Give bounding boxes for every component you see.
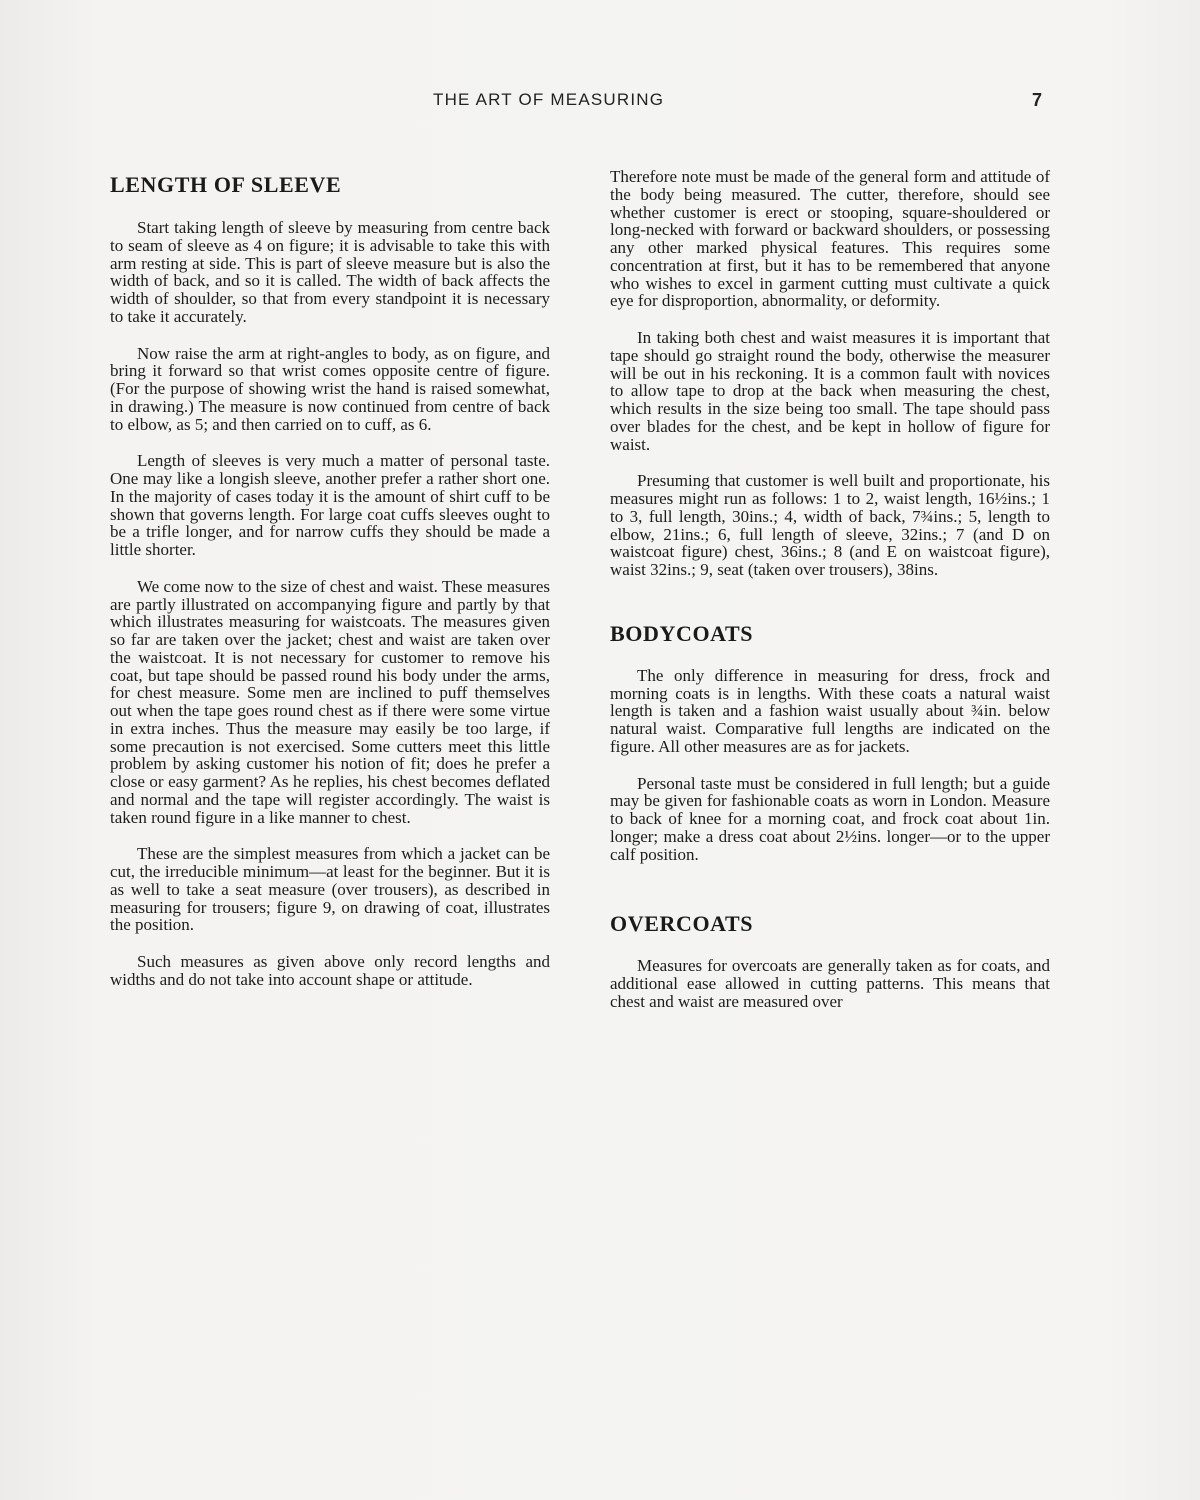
paragraph: The only difference in measuring for dress, frock and morning coats is in lengths. With these coats a natural waist length is taken and a fashion waist usually about ¾in. below natural waist. Comparative full lengths are indicated on the figure. All other measures are as for jackets.	[610, 665, 1050, 756]
left-column	[110, 168, 550, 1008]
paragraph: These are the simplest measures from which a jacket can be cut, the irreducible minimum—at least for the beginner. But it is as well to take a seat measure (over trousers), as described in measuring for trousers; figure 9, on drawing of coat, illustrates the position.	[110, 844, 550, 935]
section-overcoats	[610, 911, 1050, 1010]
paragraph: We come now to the size of chest and waist. These measures are partly illustrated on accompanying figure and partly by that which illustrates measuring for waistcoats. The measures given so far are taken over the jacket; chest and waist are taken over the waistcoat. It is not necessary for customer to remove his coat, but tape should be passed round his body under the arms, for chest measure. Some men are inclined to puff themselves out when the tape goes round chest as if there were some virtue in extra inches. Thus the measure may easily be too large, if some precaution is not exercised. Some cutters meet this little problem by asking customer his notion of fit; does he prefer a close or easy garment? As he replies, his chest becomes deflated and normal and the tape will register accordingly. The waist is taken round figure in a like manner to chest.	[110, 576, 550, 827]
paragraph: Such measures as given above only record lengths and widths and do not take into account shape or attitude.	[110, 952, 550, 989]
paragraph: Presuming that customer is well built and proportionate, his measures might run as follows: 1 to 2, waist length, 16½ins.; 1 to 3, full length, 30ins.; 4, width of back, 7¾ins.; 5, length to elbow, 21ins.; 6, full length of sleeve, 32ins.; 7 (and D on waistcoat figure) chest, 36ins.; 8 (and E on waistcoat figure), waist 32ins.; 9, seat (taken over trousers), 38ins.	[610, 471, 1050, 579]
section-bodycoats	[610, 621, 1050, 864]
running-head	[0, 90, 1200, 114]
paragraph: In taking both chest and waist measures it is important that tape should go straight round the body, otherwise the measurer will be out in his reckoning. It is a common fault with novices to allow tape to drop at the back when measuring the chest, which results in the size being too small. The tape should pass over blades for the chest, and be kept in hollow of figure for waist.	[610, 328, 1050, 454]
paragraph: Start taking length of sleeve by measuring from centre back to seam of sleeve as 4 on figure; it is advisable to take this with arm resting at side. This is part of sleeve measure but is also the width of back, and so it is called. The width of back affects the width of shoulder, so that from every standpoint it is necessary to take it accurately.	[110, 218, 550, 326]
section-heading-overcoats: OVERCOATS	[610, 911, 754, 937]
section-heading-length-of-sleeve: LENGTH OF SLEEVE	[110, 172, 342, 197]
page-number: 7	[1032, 90, 1043, 110]
paragraph-continued: Therefore note must be made of the general form and attitude of the body being measured. The cutter, therefore, should see whether customer is erect or stooping, square-shouldered or long-necked with forward or backward shoulders, or possessing any other marked physical features. This requires some concentration at first, but it has to be remembered that anyone who wishes to excel in garment cutting must cultivate a quick eye for disproportion, abnormality, or deformity.	[610, 167, 1050, 311]
right-column	[610, 168, 1050, 1030]
paragraph: Now raise the arm at right-angles to body, as on figure, and bring it forward so that wrist comes opposite centre of figure. (For the purpose of showing wrist the hand is raised somewhat, in drawing.) The measure is now continued from centre of back to elbow, as 5; and then carried on to cuff, as 6.	[110, 343, 550, 434]
paragraph: Personal taste must be considered in full length; but a guide may be given for fashionable coats as worn in London. Measure to back of knee for a morning coat, and frock coat about 1in. longer; make a dress coat about 2½ins. longer—or to the upper calf position.	[610, 773, 1050, 864]
paragraph: Length of sleeves is very much a matter of personal taste. One may like a longish sleeve, another prefer a rather short one. In the majority of cases today it is the amount of shirt cuff to be shown that governs length. For large coat cuffs sleeves ought to be a trifle longer, and for narrow cuffs they should be made a little shorter.	[110, 451, 550, 559]
running-title: THE ART OF MEASURING	[433, 90, 665, 109]
paragraph: Measures for overcoats are generally taken as for coats, and additional ease allowed in cutting patterns. This means that chest and waist are measured over	[610, 956, 1050, 1011]
section-heading-bodycoats: BODYCOATS	[610, 620, 754, 646]
